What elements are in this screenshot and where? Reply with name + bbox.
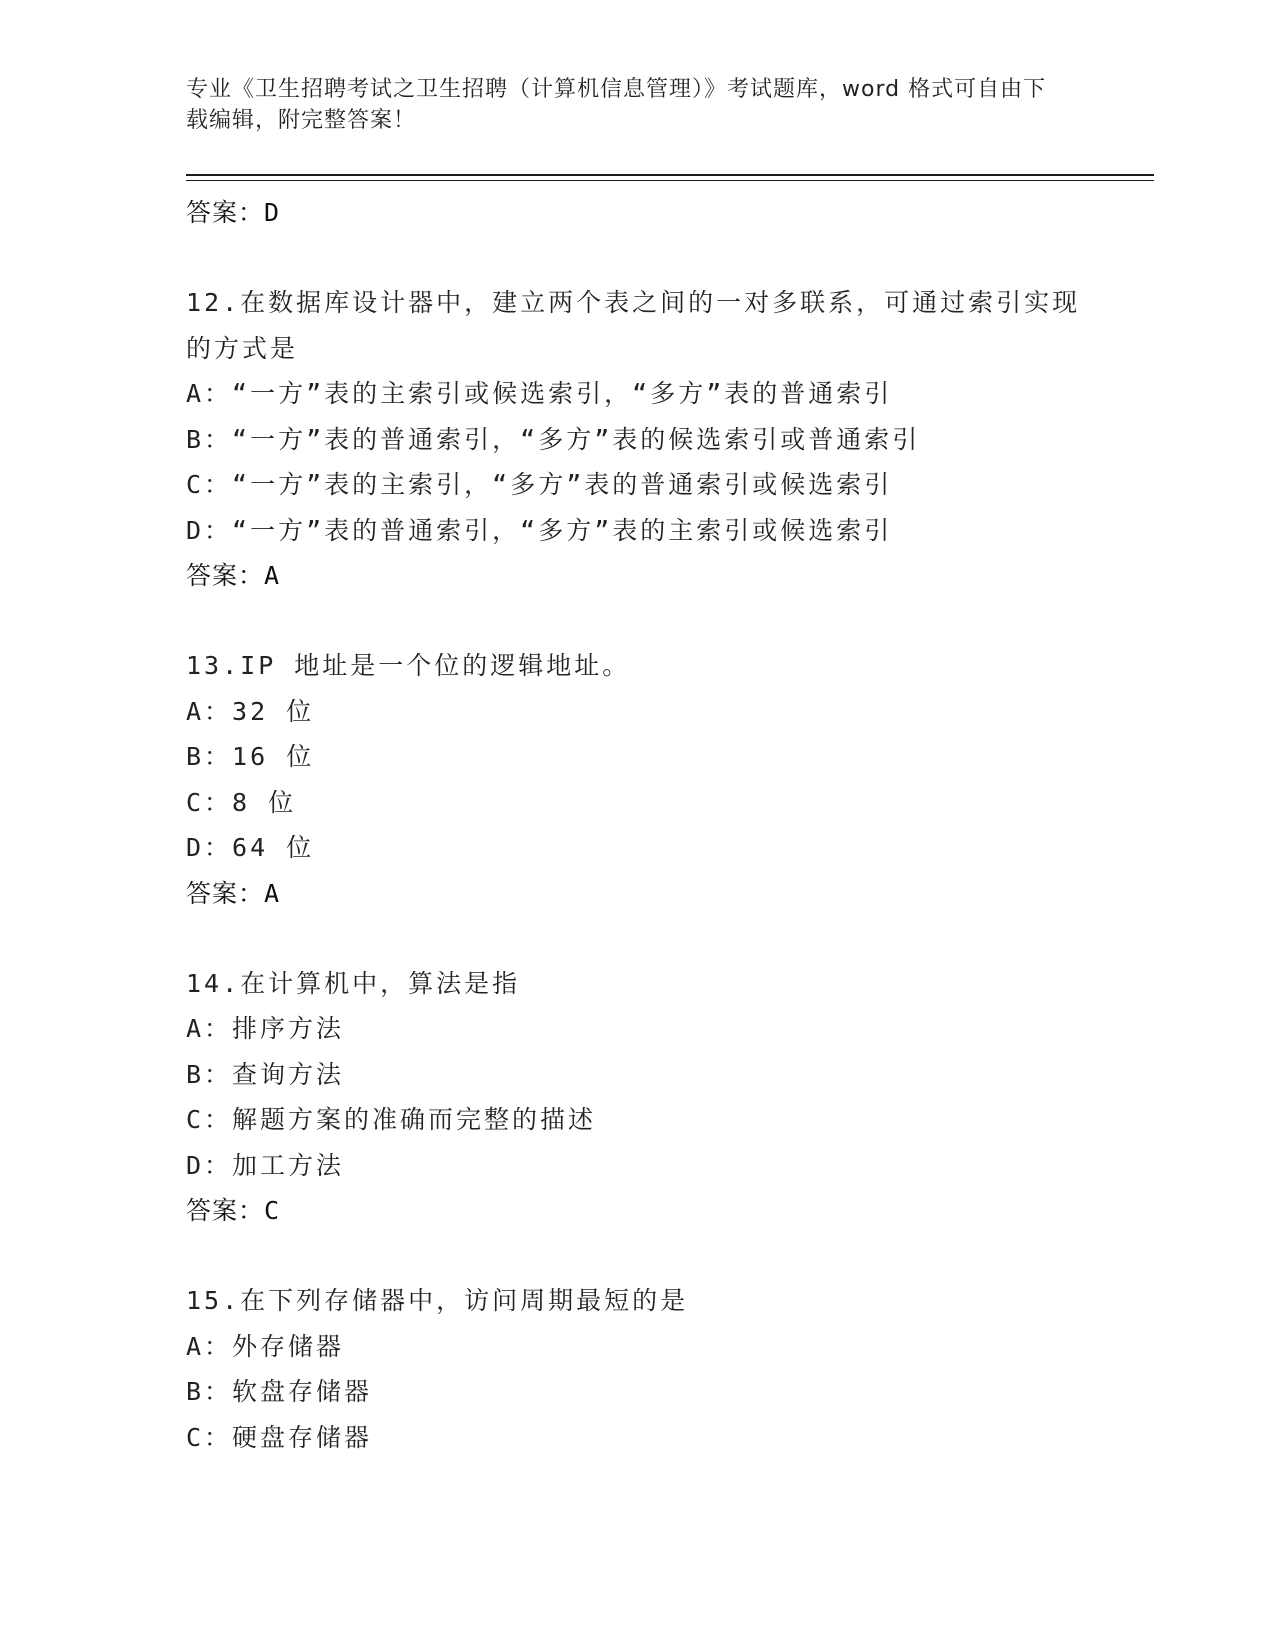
option-b: B：“一方”表的普通索引，“多方”表的候选索引或普通索引	[186, 424, 921, 454]
question-15	[186, 1278, 1086, 1460]
option-a: A：“一方”表的主索引或候选索引，“多方”表的普通索引	[186, 379, 893, 408]
option-a: A：外存储器	[186, 1331, 345, 1361]
question-stem: 12.在数据库设计器中，建立两个表之间的一对多联系，可通过索引实现的方式是	[186, 288, 1081, 363]
question-12	[186, 280, 1086, 599]
document-header: 专业《卫生招聘考试之卫生招聘（计算机信息管理）》考试题库，word 格式可自由下载编辑，附完整答案！	[186, 77, 1047, 133]
answer-line: 答案：A	[186, 878, 281, 908]
option-b: B：软盘存储器	[186, 1377, 373, 1406]
question-13	[186, 643, 1086, 917]
option-b: B：查询方法	[186, 1059, 345, 1089]
answer-line: 答案：C	[186, 1196, 281, 1225]
question-14	[186, 961, 1086, 1235]
question-list	[186, 190, 1086, 1460]
option-c: C：解题方案的准确而完整的描述	[186, 1105, 597, 1134]
option-a: A：32 位	[186, 696, 315, 726]
option-d: D：64 位	[186, 833, 315, 862]
answer-line: 答案：A	[186, 561, 281, 590]
option-c: C：“一方”表的主索引，“多方”表的普通索引或候选索引	[186, 470, 893, 499]
question-stem: 15.在下列存储器中，访问周期最短的是	[186, 1286, 689, 1315]
header-divider-thick	[186, 174, 1154, 176]
option-d: D：“一方”表的普通索引，“多方”表的主索引或候选索引	[186, 515, 893, 545]
header-divider-thin	[186, 180, 1154, 181]
option-c: C：8 位	[186, 787, 297, 817]
answer-line: 答案：D	[186, 198, 281, 227]
option-a: A：排序方法	[186, 1014, 345, 1043]
option-b: B：16 位	[186, 742, 315, 771]
question-stem: 14.在计算机中，算法是指	[186, 968, 521, 998]
option-d: D：加工方法	[186, 1150, 345, 1180]
option-c: C：硬盘存储器	[186, 1422, 373, 1452]
question-stem: 13.IP 地址是一个位的逻辑地址。	[186, 651, 631, 680]
